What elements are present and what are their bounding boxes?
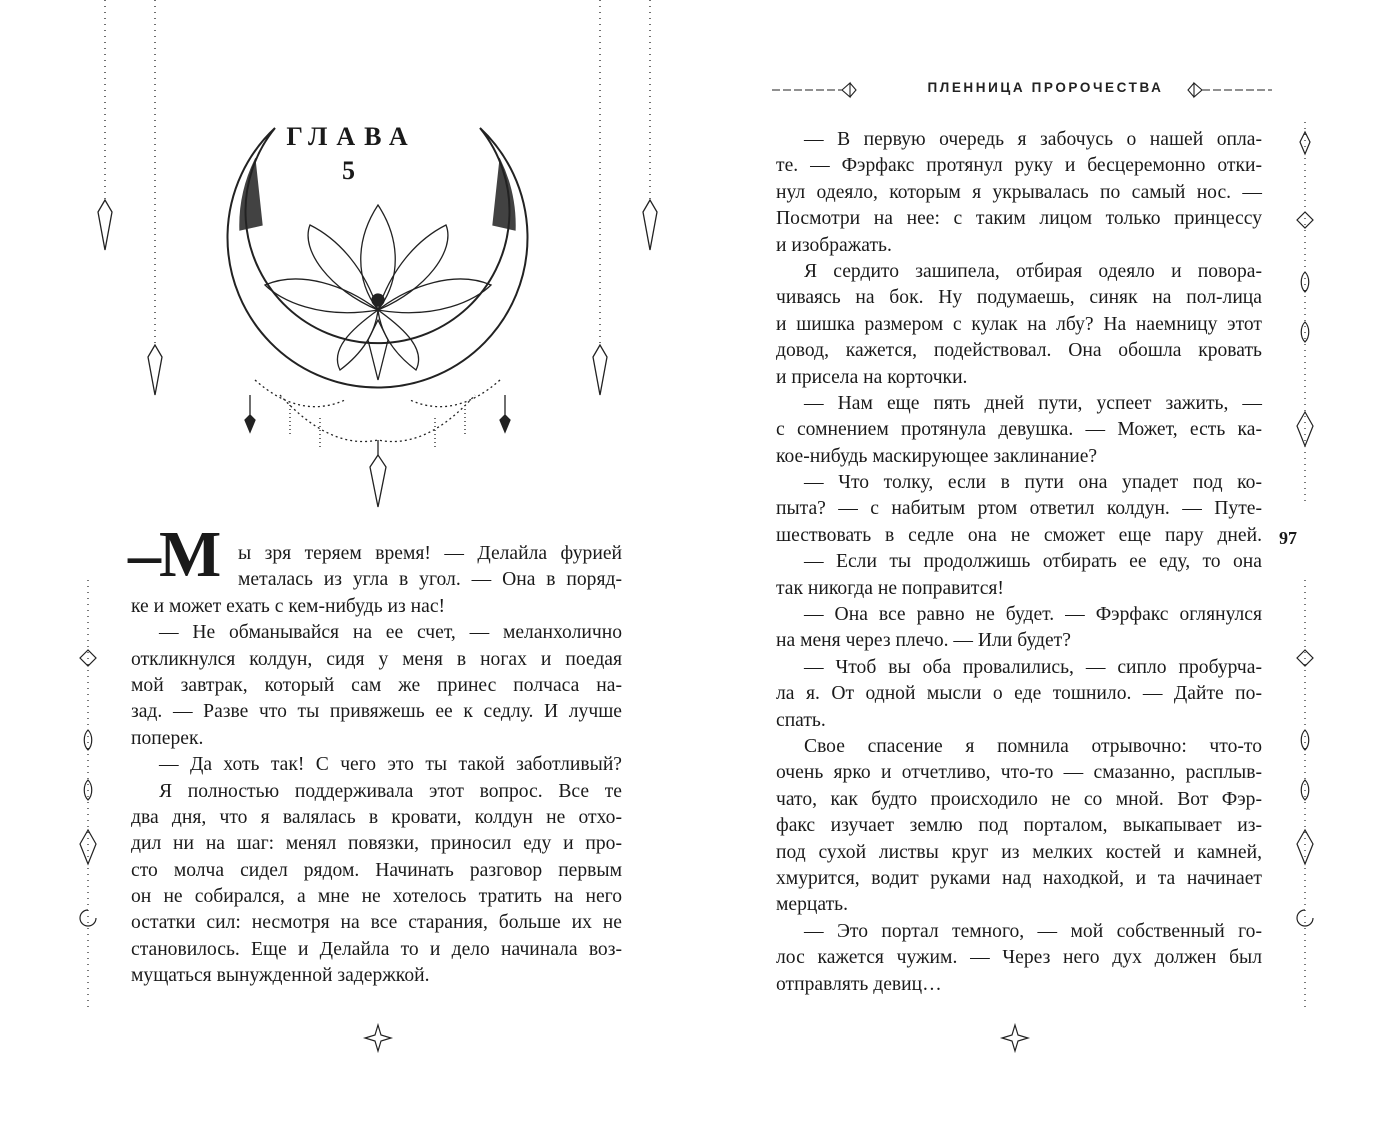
- text-line: мой завтрак, который сам же принес полчаса на-: [131, 674, 622, 696]
- text-line: сто молча сидел рядом. Начинать разговор первым: [131, 859, 622, 881]
- text-line: — Чтоб вы оба провалились, — сипло пробурча-: [804, 656, 1262, 678]
- text-line: — Не обманывайся на ее счет, — меланхолично: [159, 622, 622, 644]
- text-line: два дня, что я валялась в кровати, колдун не отхо-: [131, 806, 622, 828]
- text-line: Свое спасение я помнила отрывочно: что-то: [804, 735, 1262, 757]
- text-line: становилось. Еще и Делайла то и дело начинала воз-: [131, 938, 622, 960]
- text-line: кое-нибудь маскирующее заклинание?: [776, 445, 1098, 467]
- text-line: с сомнением протянула девушка. — Может, есть ка-: [776, 419, 1262, 441]
- text-line: — Нам еще пять дней пути, успеет зажить, —: [804, 392, 1262, 414]
- left-border-ornament-icon: [78, 580, 98, 1010]
- text-line: мерцать.: [776, 894, 848, 916]
- text-line: — Если ты продолжишь отбирать ее еду, то она: [804, 551, 1262, 573]
- right-border-ornament-bottom-icon: [1295, 580, 1315, 1010]
- text-line: ы зря теряем время! — Делайла фурией: [238, 543, 622, 564]
- text-line: — Это портал темного, — мой собственный го-: [804, 920, 1262, 942]
- text-line: Я сердито зашипела, отбирая одеяло и повора-: [804, 260, 1262, 282]
- right-page: [697, 0, 1394, 1125]
- text-line: хмурится, водит руками над находкой, и та начинает: [776, 867, 1262, 889]
- text-line: — В первую очередь я забочусь о нашей опла-: [804, 129, 1262, 150]
- drop-cap: –М: [128, 518, 220, 591]
- page-number: 97: [1279, 528, 1297, 548]
- text-line: и изображать.: [776, 234, 892, 256]
- bottom-star-ornament-icon: [1000, 1023, 1030, 1053]
- text-line: пыта? — с набитым ртом ответил колдун. — Путе-: [776, 498, 1262, 520]
- text-line: шествовать в седле она не сможет еще пару дней.: [776, 524, 1262, 546]
- text-line: поперек.: [131, 727, 204, 749]
- text-line: и шишка размером с кулак на лбу? На наемницу этот: [776, 313, 1262, 335]
- text-line: нул одеяло, которым я укрывалась по самый нос. —: [776, 181, 1262, 203]
- text-line: на меня через плечо. — Или будет?: [776, 630, 1071, 652]
- text-line: отправлять девиц…: [776, 973, 942, 995]
- text-line: зад. — Разве что ты привяжешь ее к седлу. И лучше: [131, 701, 622, 723]
- text-line: — Да хоть так! С чего это ты такой заботливый?: [159, 754, 622, 776]
- bottom-star-ornament-icon: [363, 1023, 393, 1053]
- text-line: Я полностью поддерживала этот вопрос. Все те: [159, 780, 622, 802]
- text-line: чиваясь на бок. Ну подумаешь, синяк на пол-лица: [776, 287, 1262, 309]
- text-line: металась из угла в угол. — Она в поряд-: [238, 569, 622, 591]
- text-line: те. — Фэрфакс протянул руку и бесцеремонно отки-: [776, 155, 1262, 177]
- running-head: ПЛЕННИЦА ПРОРОЧЕСТВА: [927, 80, 1164, 95]
- text-line: спать.: [776, 709, 826, 731]
- chapter-label: ГЛАВА: [286, 122, 417, 151]
- text-line: мущаться вынужденной задержкой.: [131, 965, 430, 987]
- text-line: откликнулся колдун, сидя у меня в ногах и поедая: [131, 648, 622, 670]
- text-line: остатки сил: несмотря на все старания, больше их не: [131, 912, 622, 934]
- text-line: очень ярко и отчетливо, что-то — смазанно, расплыв-: [776, 762, 1262, 784]
- text-line: и присела на корточки.: [776, 366, 968, 388]
- text-line: ла я. От одной мысли о еде тошнило. — Дайте по-: [776, 683, 1262, 705]
- text-line: довод, кажется, подействовал. Она обошла кровать: [776, 340, 1262, 362]
- running-head-ornament-right-icon: [1182, 80, 1272, 100]
- text-line: Посмотри на нее: с таким лицом только принцессу: [776, 208, 1262, 230]
- moon-lotus-emblem-icon: [0, 0, 697, 520]
- text-line: ке и может ехать с кем-нибудь из нас!: [131, 595, 446, 617]
- text-line: под сухой листвы круг из мелких костей и камней,: [776, 841, 1262, 863]
- right-body-text: [776, 127, 1262, 998]
- chapter-number: 5: [342, 156, 355, 185]
- text-line: — Она все равно не будет. — Фэрфакс оглянулся: [804, 604, 1262, 626]
- text-line: чато, как будто происходило не со мной. Вот Фэр-: [776, 788, 1262, 810]
- right-border-ornament-top-icon: [1295, 122, 1315, 502]
- text-line: — Что толку, если в пути она упадет под ко-: [804, 472, 1262, 494]
- text-line: так никогда не поправится!: [776, 577, 1004, 599]
- text-line: дил ни на шаг: менял повязки, приносил еду и про-: [131, 833, 622, 855]
- left-body-text: [131, 541, 622, 990]
- text-line: он не собирался, а мне не хотелось тратить на него: [131, 886, 622, 908]
- text-line: факс изучает землю под порталом, выкапывает из-: [776, 815, 1262, 837]
- text-line: лос кажется чужим. — Через него дух должен был: [776, 947, 1262, 969]
